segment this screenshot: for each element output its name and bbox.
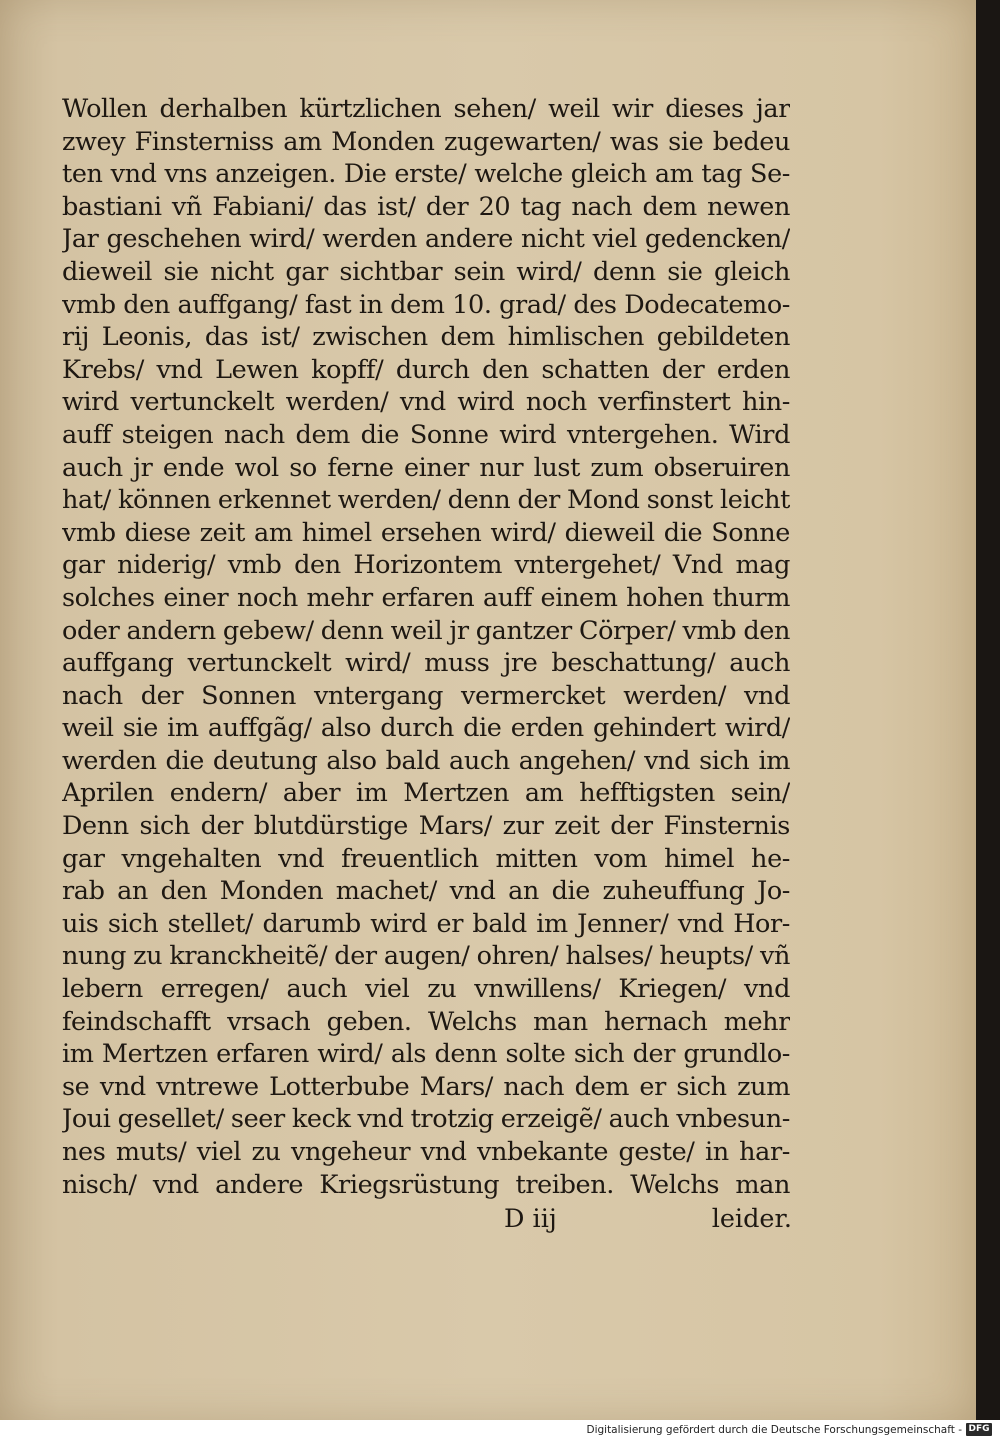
page-foot-line [62,1202,790,1236]
text-line: vmb diese zeit am himel ersehen wird/ dieweil die Sonne [62,517,790,548]
text-line: auch jr ende wol so ferne einer nur lust zum obseruiren [62,452,790,483]
text-line: Wollen derhalben kürtzlichen sehen/ weil wir dieses jar [62,94,790,124]
text-line: werden die deutung also bald auch angehen/ vnd sich im [62,745,790,776]
text-line: Denn sich der blutdürstige Mars/ zur zeit der Finsternis [62,811,790,842]
text-line: uis sich stellet/ darumb wird er bald im Jenner/ vnd Hor- [62,908,790,939]
text-line: auffgang vertunckelt wird/ muss jre beschattung/ auch [62,648,790,679]
text-line: auff steigen nach dem die Sonne wird vntergehen. Wird [62,419,790,450]
text-line: se vnd vntrewe Lotterbube Mars/ nach dem er sich zum [62,1071,790,1102]
text-line: weil sie im auffgãg/ also durch die erden gehindert wird/ [62,713,790,744]
text-line: Krebs/ vnd Lewen kopff/ durch den schatten der erden [62,354,790,385]
text-line: bastiani vñ Fabiani/ das ist/ der 20 tag nach dem newen [62,191,790,222]
text-line: zwey Finsterniss am Monden zugewarten/ was sie bedeu [62,126,790,157]
text-line: Jar geschehen wird/ werden andere nicht viel gedencken/ [62,224,790,255]
text-line: dieweil sie nicht gar sichtbar sein wird/ denn sie gleich [62,256,790,287]
text-line: lebern erregen/ auch viel zu vnwillens/ Kriegen/ vnd [62,974,790,1005]
text-line: im Mertzen erfaren wird/ als denn solte sich der grundlo- [62,1039,790,1070]
text-line: solches einer noch mehr erfaren auff einem hohen thurm [62,582,790,613]
body-text [62,93,790,1201]
text-line: rab an den Monden machet/ vnd an die zuheuffung Jo- [62,876,790,907]
signature-mark: D iij [504,1204,557,1234]
dfg-logo-icon: DFG [966,1423,992,1436]
text-line: oder andern gebew/ denn weil jr gantzer Cörper/ vmb den [62,615,790,646]
text-line: gar vngehalten vnd freuentlich mitten vom himel he- [62,843,790,874]
text-line: Aprilen endern/ aber im Mertzen am hefftigsten sein/ [62,778,790,809]
catchword: leider. [711,1204,792,1234]
text-line: gar niderig/ vmb den Horizontem vntergehet/ Vnd mag [62,550,790,581]
text-line: vmb den auffgang/ fast in dem 10. grad/ des Dodecatemo- [62,289,790,320]
text-line: wird vertunckelt werden/ vnd wird noch verfinstert hin- [62,387,790,418]
text-line: nung zu kranckheitẽ/ der augen/ ohren/ halses/ heupts/ vñ [62,941,790,972]
text-line: nes muts/ viel zu vngeheur vnd vnbekante geste/ in har- [62,1137,790,1167]
text-line: ten vnd vns anzeigen. Die erste/ welche gleich am tag Se- [62,159,790,190]
text-line: rij Leonis, das ist/ zwischen dem himlischen gebildeten [62,322,790,353]
digitization-footer [0,1420,1000,1440]
text-line: Joui gesellet/ seer keck vnd trotzig erzeigẽ/ auch vnbesun- [62,1104,790,1135]
text-line: nisch/ vnd andere Kriegsrüstung treiben. Welchs man [62,1169,790,1200]
text-line: feindschafft vrsach geben. Welchs man hernach mehr [62,1006,790,1037]
funding-credit: Digitalisierung gefördert durch die Deutsche Forschungsgemeinschaft - [586,1424,962,1436]
text-line: hat/ können erkennet werden/ denn der Mond sonst leicht [62,485,790,516]
text-line: nach der Sonnen vntergang vermercket werden/ vnd [62,680,790,711]
